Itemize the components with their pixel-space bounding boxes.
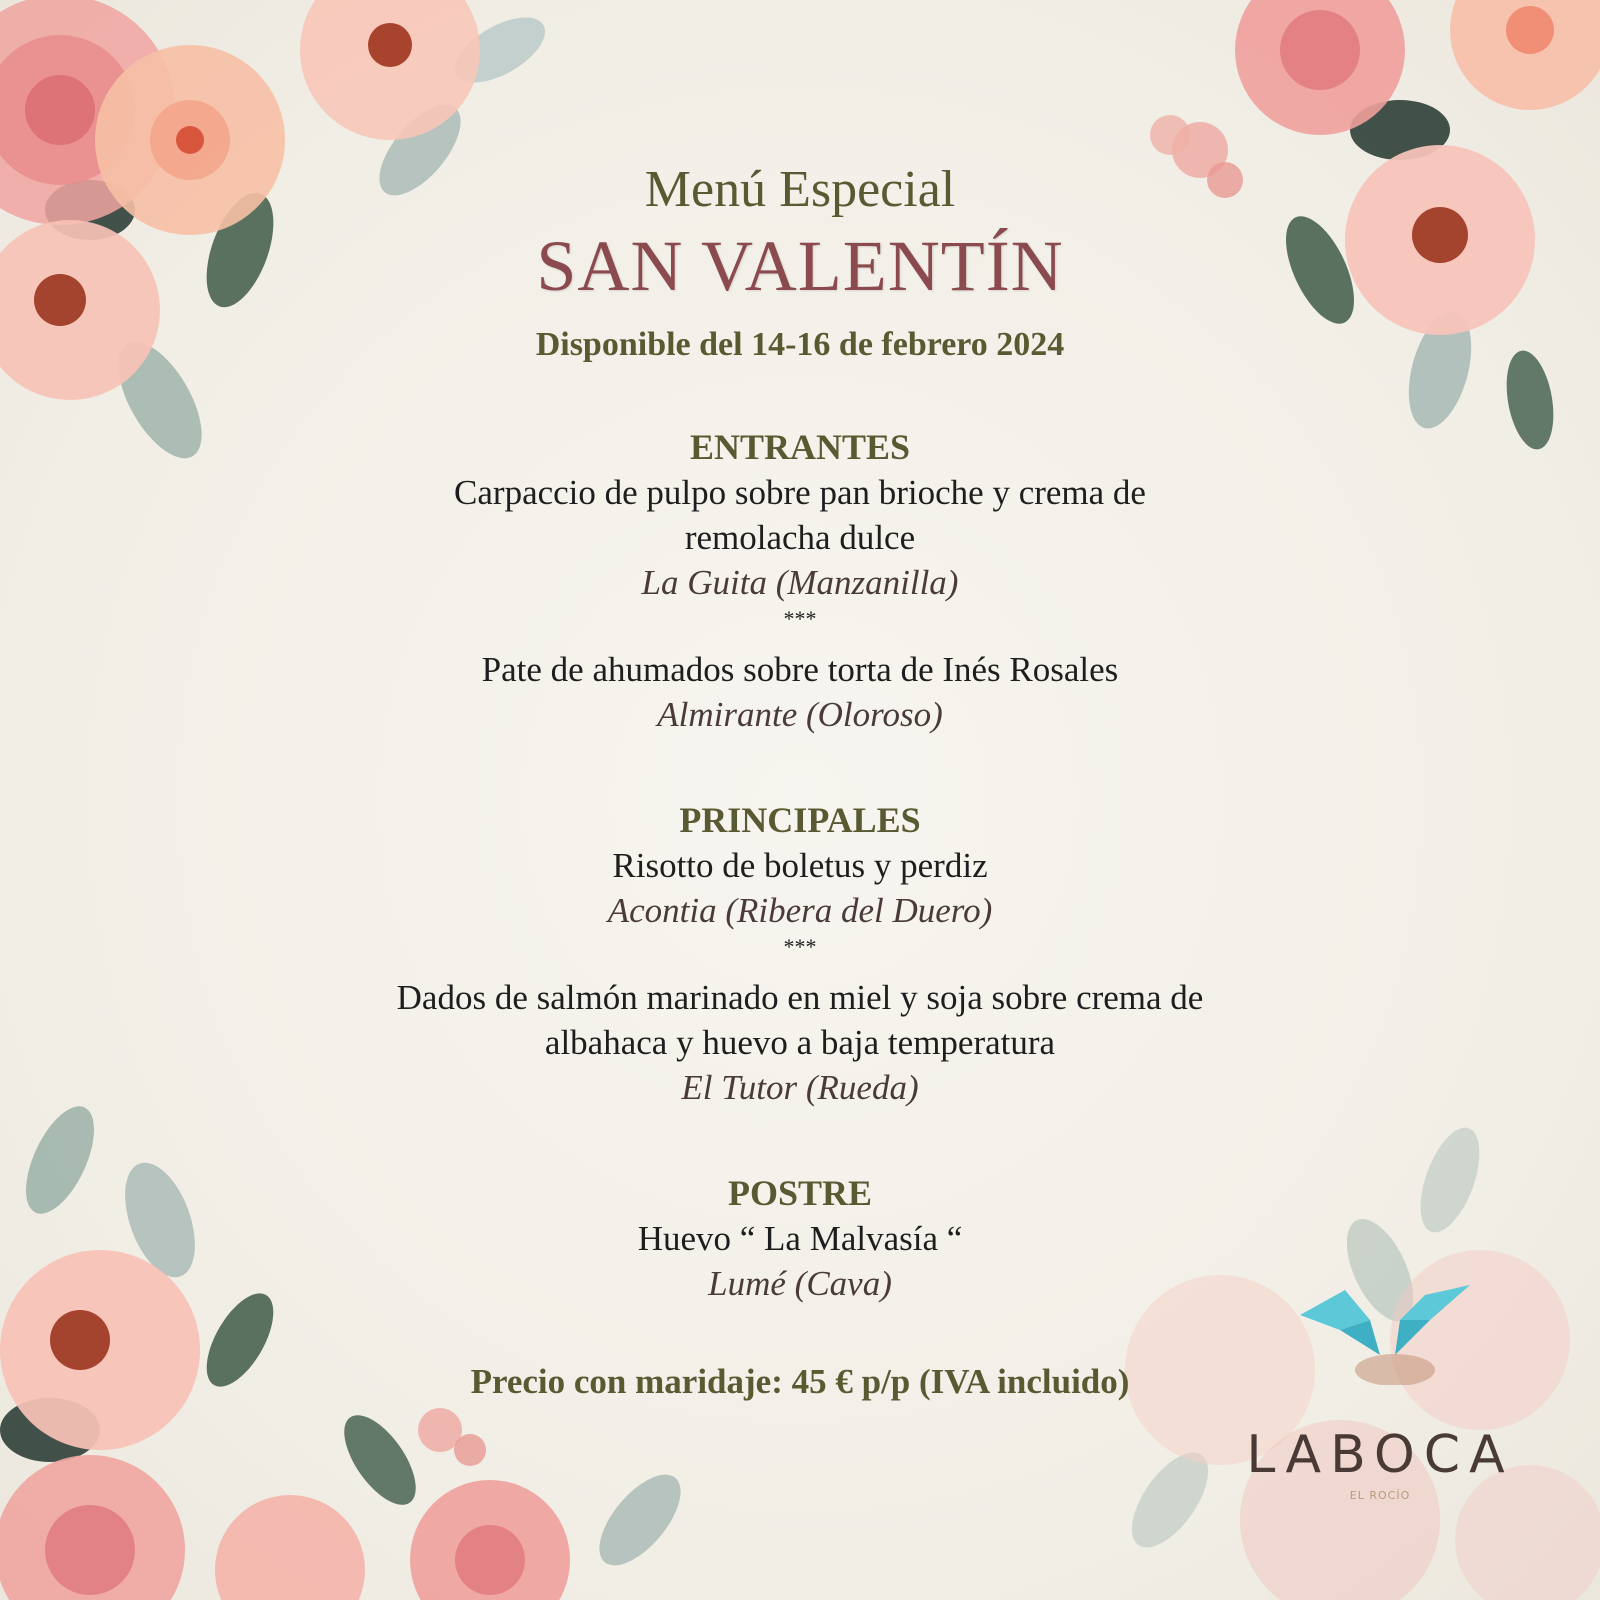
dish-line: Dados de salmón marinado en miel y soja sobre crema de [396,978,1204,1017]
dish-line: albahaca y huevo a baja temperatura [544,1023,1056,1062]
section-heading-postre: POSTRE [727,1173,873,1213]
wine-pairing: El Tutor (Rueda) [681,1068,919,1107]
separator: *** [783,934,817,959]
menu-subtitle: Menú Especial [644,161,956,218]
wine-pairing: Almirante (Oloroso) [657,695,943,734]
wine-pairing: Acontia (Ribera del Duero) [607,891,993,930]
dish-line: Carpaccio de pulpo sobre pan brioche y crema de [454,473,1146,512]
wine-pairing: Lumé (Cava) [708,1264,892,1303]
logo-wordmark: LABOCA [1246,1425,1514,1485]
dish-line: Huevo “ La Malvasía “ [637,1219,963,1258]
section-heading-principales: PRINCIPALES [679,800,921,840]
section-heading-entrantes: ENTRANTES [689,427,911,467]
price-text: Precio con maridaje: 45 € p/p (IVA incluido) [470,1362,1130,1401]
dish-line: remolacha dulce [684,518,916,557]
dish-line: Risotto de boletus y perdiz [612,846,988,885]
logo-subtitle: EL ROCÍO [1349,1489,1411,1502]
menu-title: SAN VALENTÍN [536,226,1064,306]
dish-line: Pate de ahumados sobre torta de Inés Rosales [481,650,1119,689]
availability-text: Disponible del 14-16 de febrero 2024 [535,326,1065,363]
origami-birds-icon [1300,1275,1470,1385]
menu-card [300,150,1300,1402]
wine-pairing: La Guita (Manzanilla) [641,563,959,602]
separator: *** [783,606,817,631]
laboca-logo [1225,1275,1535,1505]
